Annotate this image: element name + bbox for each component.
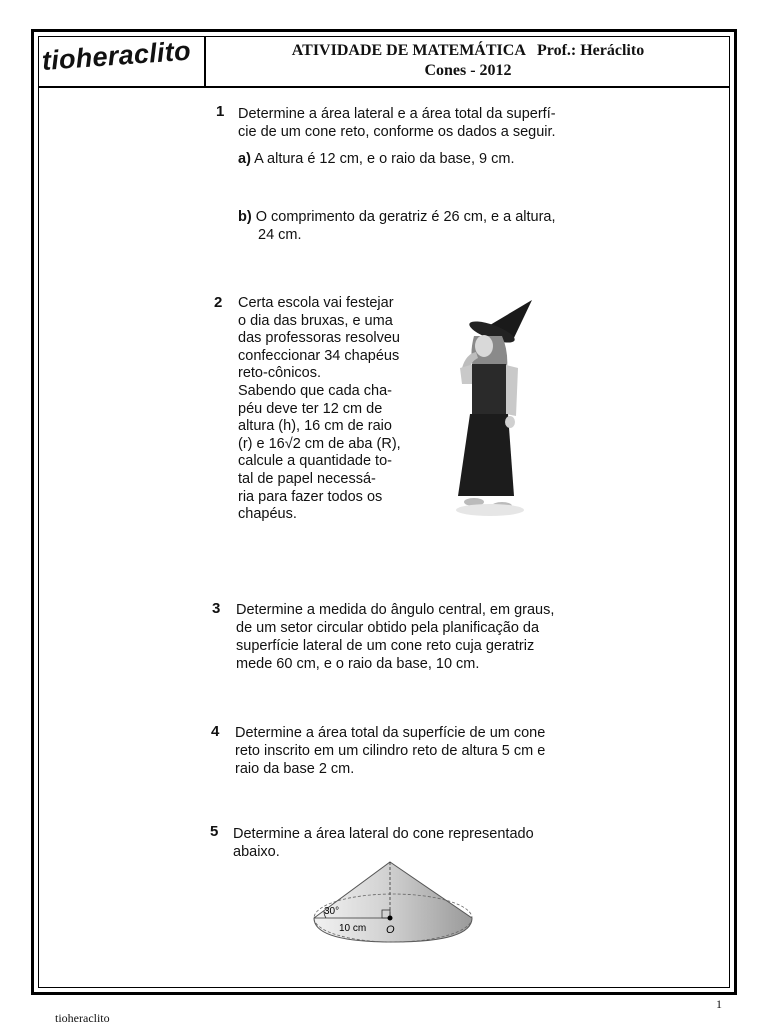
question-text bbox=[235, 724, 565, 778]
text-line: 24 cm. bbox=[258, 227, 302, 243]
question-text bbox=[236, 601, 566, 673]
text-line: altura (h), 16 cm de raio bbox=[238, 418, 392, 435]
radius-label: 10 cm bbox=[339, 923, 367, 934]
question-number: 2 bbox=[214, 294, 223, 311]
text-line: ria para fazer todos os bbox=[238, 488, 383, 505]
center-label: O bbox=[386, 924, 395, 936]
question-text bbox=[238, 105, 568, 141]
text-line: o dia das bruxas, e uma bbox=[238, 312, 393, 329]
text-line: reto-cônicos. bbox=[238, 365, 322, 382]
question-number: 1 bbox=[216, 103, 225, 120]
text-line: superfície lateral de um cone reto cuja geratriz bbox=[236, 638, 535, 654]
page-subtitle: Cones - 2012 bbox=[424, 62, 512, 79]
sleeve-left bbox=[460, 364, 474, 384]
text-line: Determine a área total da superfície de um cone bbox=[235, 725, 546, 741]
text-line: Determine a área lateral do cone representado bbox=[233, 826, 534, 842]
header bbox=[38, 36, 730, 88]
cone-figure bbox=[308, 856, 478, 948]
text-line: mede 60 cm, e o raio da base, 10 cm. bbox=[236, 656, 480, 672]
witch-child-photo bbox=[440, 298, 540, 520]
item-label: a) bbox=[238, 151, 251, 167]
text-line: O comprimento da geratriz é 26 cm, e a altura, bbox=[255, 209, 556, 225]
text-line: Determine a medida do ângulo central, em graus, bbox=[236, 602, 555, 618]
text-line: confeccionar 34 chapéus bbox=[238, 347, 400, 364]
text-line: raio da base 2 cm. bbox=[235, 761, 355, 777]
page-title: ATIVIDADE DE MATEMÁTICA Prof.: Heráclito bbox=[291, 42, 645, 59]
footer-text: tioheraclito bbox=[55, 1011, 110, 1025]
hand-right bbox=[505, 416, 515, 428]
text-line: Certa escola vai festejar bbox=[238, 295, 394, 311]
text-line: péu deve ter 12 cm de bbox=[238, 400, 383, 417]
text-line: reto inscrito em um cilindro reto de altura 5 cm e bbox=[235, 743, 546, 759]
logo-box bbox=[38, 36, 206, 86]
face bbox=[475, 335, 493, 357]
logo: tioheraclito bbox=[40, 36, 192, 76]
question-number: 5 bbox=[210, 823, 219, 840]
text-line: Determine a área lateral e a área total da superfí- bbox=[238, 106, 556, 122]
text-line: Sabendo que cada cha- bbox=[238, 382, 392, 399]
question-item-a bbox=[238, 150, 568, 168]
question-text bbox=[238, 295, 418, 524]
center-point bbox=[388, 916, 393, 921]
text-line: de um setor circular obtido pela planificação da bbox=[236, 620, 540, 636]
text-line: cie de um cone reto, conforme os dados a seguir. bbox=[238, 124, 556, 140]
question-number: 3 bbox=[212, 600, 221, 617]
shadow bbox=[456, 504, 524, 516]
text-line: (r) e 16√2 cm de aba (R), bbox=[238, 435, 401, 452]
text-line: abaixo. bbox=[233, 844, 280, 860]
text-line: tal de papel necessá- bbox=[238, 470, 376, 487]
text-line: das professoras resolveu bbox=[238, 330, 400, 347]
question-item-b bbox=[238, 208, 568, 244]
item-label: b) bbox=[238, 209, 252, 225]
page-number: 1 bbox=[716, 997, 722, 1011]
text-line: chapéus. bbox=[238, 506, 297, 523]
vest bbox=[472, 364, 506, 416]
skirt bbox=[458, 414, 514, 496]
text-line: calcule a quantidade to- bbox=[238, 453, 392, 470]
text-line: A altura é 12 cm, e o raio da base, 9 cm. bbox=[254, 151, 515, 167]
question-number: 4 bbox=[211, 723, 220, 740]
angle-label: 30° bbox=[324, 906, 340, 917]
